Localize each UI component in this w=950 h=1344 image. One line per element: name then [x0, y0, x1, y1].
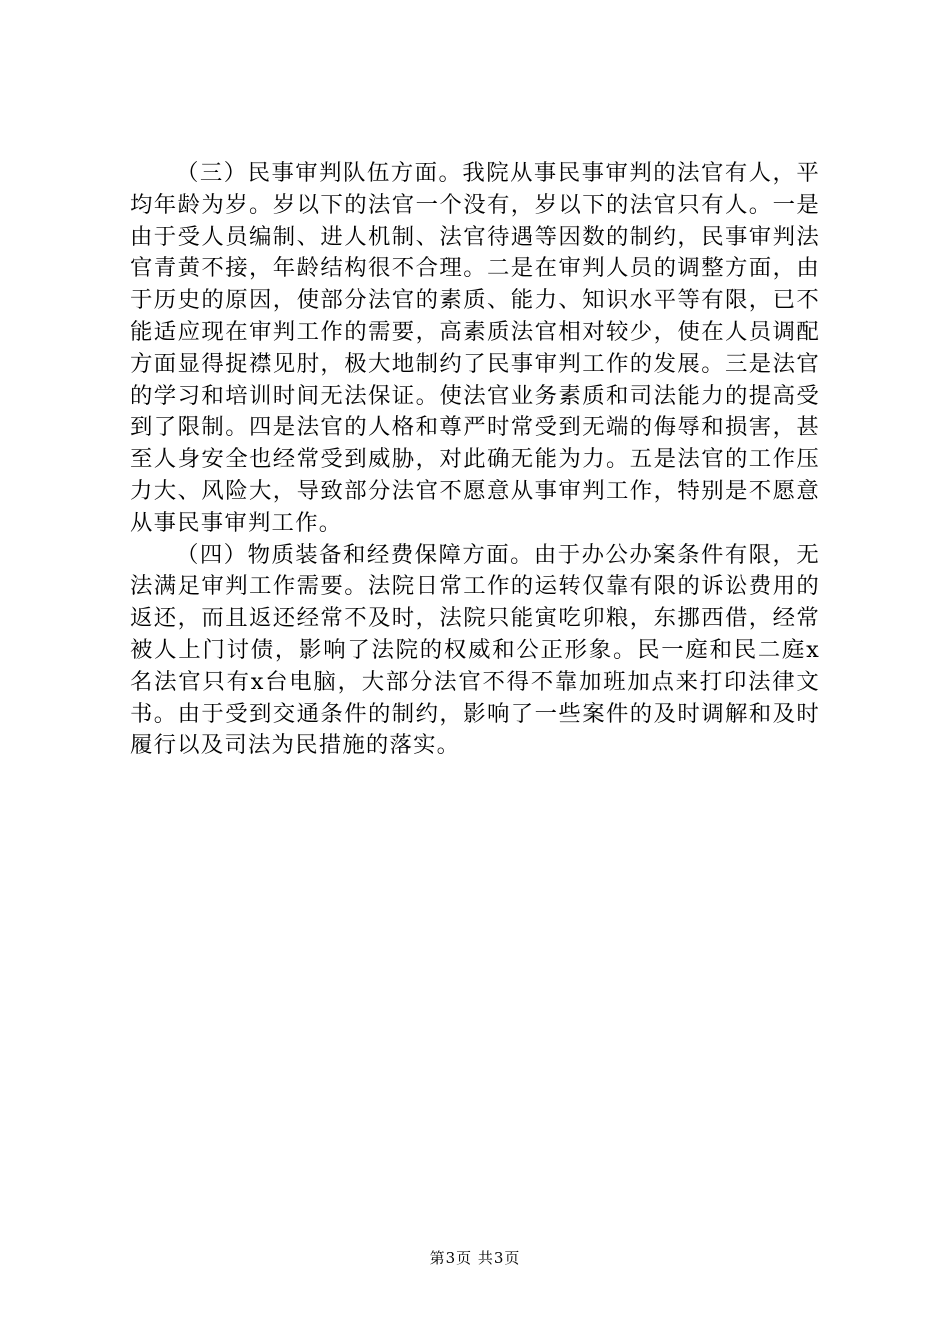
page-footer: 第3页 共3页: [429, 1249, 521, 1267]
document-body: [130, 158, 820, 762]
paragraph-civil-trial-team: （三）民事审判队伍方面。我院从事民事审判的法官有人，平均年龄为岁。岁以下的法官一个没有，岁以下的法官只有人。一是由于受人员编制、进人机制、法官待遇等因数的制约，民事审判法官青黄不接，年龄结构很不合理。二是在审判人员的调整方面，由于历史的原因，使部分法官的素质、能力、知识水平等有限，已不能适应现在审判工作的需要，高素质法官相对较少，使在人员调配方面显得捉襟见肘，极大地制约了民事审判工作的发展。三是法官的学习和培训时间无法保证。使法官业务素质和司法能力的提高受到了限制。四是法官的人格和尊严时常受到无端的侮辱和损害，甚至人身安全也经常受到威胁，对此确无能为力。五是法官的工作压力大、风险大，导致部分法官不愿意从事审判工作，特别是不愿意从事民事审判工作。: [130, 160, 820, 536]
paragraph-equipment-funding: （四）物质装备和经费保障方面。由于办公办案条件有限，无法满足审判工作需要。法院日常工作的运转仅靠有限的诉讼费用的返还，而且返还经常不及时，法院只能寅吃卯粮，东挪西借，经常被人上门讨债，影响了法院的权威和公正形象。民一庭和民二庭x名法官只有x台电脑，大部分法官不得不靠加班加点来打印法律文书。由于受到交通条件的制约，影响了一些案件的及时调解和及时履行以及司法为民措施的落实。: [130, 541, 820, 759]
